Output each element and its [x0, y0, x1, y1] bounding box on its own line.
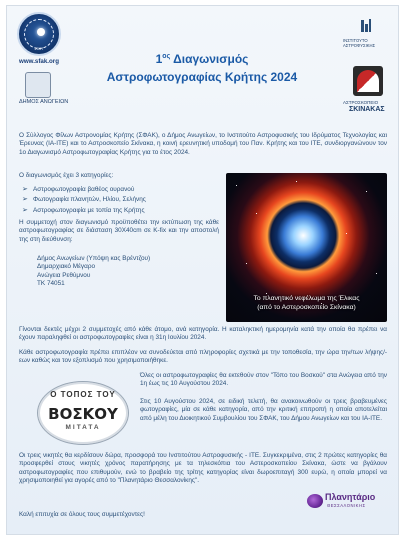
- participation-paragraph: Η συμμετοχή στον διαγωνισμό προϋποθέτει την εκτύπωση της κάθε αστροφωτογραφίας σε διάσταση 30Χ40cm σε K-fix και την αποστολή της στη διεύθυνση:: [19, 219, 219, 243]
- planetarium-logo-icon: [307, 494, 323, 508]
- info-paragraph: Κάθε αστροφωτογραφία πρέπει επιπλέον να συνοδεύεται από πληροφορίες σχετικά με την τοποθεσία, την ώρα την/των λήψης/-εων καθώς και τον εξοπλισμό που χρησιμοποιήθηκε.: [19, 349, 387, 365]
- ite-label: ΙΝΣΤΙΤΟΥΤΟ ΑΣΤΡΟΦΥΣΙΚΗΣ: [343, 38, 376, 48]
- skinakas-line2: ΣΚΙΝΑΚΑΣ: [349, 106, 385, 113]
- address-line: Δήμος Ανωγείων (Υπόψη κας Βρέντζου): [37, 255, 151, 262]
- ite-logo-icon: [360, 18, 372, 34]
- prizes-paragraph: Οι τρεις νικητές θα κερδίσουν δώρα, προσφορά του Ινστιτούτου Αστροφυσικής - ΙΤΕ. Συγκεκριμένα, στις 2 πρώτες κατηγορίες θα προσφερθεί στους νικητές χρόνος παρατήρησης με τα τηλεσκόπια του Αστεροσκοπείου Σκίνακα, ώστε να βγάλουν αστροφωτογραφίες που επιθυμούν, ενώ το βραβείο της τρίτης κατηγορίας είναι δωροεπιταγή 300 ευρώ, η οποία μπορεί να χρησιμοποιηθεί για αγορές από το "Πλανητάριο Θεσσαλονίκης".: [19, 452, 387, 484]
- planetarium-city: ΘΕΣΣΑΛΟΝΙΚΗΣ: [327, 503, 366, 508]
- address-line: ΤΚ 74051: [37, 279, 65, 287]
- photo-caption: Το πλανητικό νεφέλωμα της Έλικας (από το Αστεροσκοπείο Σκίνακα): [253, 295, 360, 311]
- closing-line: Καλή επιτυχία σε όλους τους συμμετέχοντες!: [19, 511, 145, 518]
- sfak-logo: [17, 12, 61, 56]
- address-line: Δημαρχιακό Μέγαρο: [37, 263, 96, 271]
- address-line: Ανώγεια Ρεθύμνου: [37, 271, 91, 279]
- page-subtitle: Αστροφωτογραφίας Κρήτης 2024: [106, 70, 298, 84]
- website[interactable]: www.sfak.org: [19, 58, 59, 65]
- intro-paragraph: Ο Σύλλογος Φίλων Αστρονομίας Κρήτης (ΣΦΑΚ), ο Δήμος Ανωγείων, το Ινστιτούτο Αστροφυσικής του Ιδρύματος Τεχνολογίας και Έρευνας (ΙΑ-ΙΤΕ) και το Αστροσκοπείο Σκίνακα, η κοινή ερευνητική υποδομή του Παν. Κρήτης και του ΙΤΕ, συνδιοργανώνουν τον 1ο Διαγωνισμό Αστροφωτογραφίας Κρήτης για το έτος 2024.: [19, 132, 387, 156]
- skinakas-line1: ΑΣΤΡΟΣΚΟΠΕΙΟ: [343, 100, 379, 105]
- planetarium-name: Πλανητάριο: [325, 492, 376, 502]
- helix-nebula-photo: [226, 173, 387, 322]
- exhibition-paragraph: Όλες οι αστροφωτογραφίες θα εκτεθούν στον "Τόπο του Βοσκού" στα Ανώγεια από την 1η έως τις 10 Αυγούστου 2024.: [140, 372, 387, 388]
- categories-list: [19, 186, 219, 217]
- sfak-logo-year: 2007: [34, 46, 44, 51]
- anogeia-label: ΔΗΜΟΣ ΑΝΩΓΕΙΩΝ: [19, 99, 69, 105]
- ceremony-paragraph: Στις 10 Αυγούστου 2024, σε ειδική τελετή, θα ανακοινωθούν οι τρεις βραβευμένες φωτογραφίες, μία σε κάθε κατηγορία, από την κριτική επιτροπή η οποία αποτελείται από μέλη του Διοικητικού Συμβουλίου του ΣΦΑΚ, του Δήμου Ανωγείων και του ΙΑ-ΙΤΕ.: [140, 398, 387, 422]
- categories-intro: Ο διαγωνισμός έχει 3 κατηγορίες:: [19, 172, 114, 179]
- deadline-paragraph: Γίνονται δεκτές μέχρι 2 συμμετοχές από κάθε άτομο, ανά κατηγορία. Η καταληκτική ημερομηνία κατά την οποία θα πρέπει να έχουν παραληφθεί οι αστροφωτογραφίες είναι η 31η Ιουλίου 2024.: [19, 326, 387, 342]
- poster: [6, 5, 399, 535]
- anogeia-logo: [25, 72, 51, 98]
- skinakas-logo: [353, 66, 383, 96]
- topos-tou-voskou-logo: Ο ΤΟΠΟΣ ΤΟΥ ΒΟΣΚΟΥ ΜΙΤΑΤΑ: [37, 381, 129, 445]
- category-item: ➢ Φωτογραφία πλανητών, Ηλίου, Σελήνης: [19, 196, 219, 204]
- category-item: ➢ Αστροφωτογραφία με τοπία της Κρήτης: [19, 207, 219, 215]
- category-item: ➢ Αστροφωτογραφία βαθέος ουρανού: [19, 186, 219, 194]
- address-block: [37, 255, 217, 288]
- page-title: $1^{o\varsigma}$ Διαγωνισμός Αστροφωτογραφίας Κρήτης 2024: [77, 52, 327, 84]
